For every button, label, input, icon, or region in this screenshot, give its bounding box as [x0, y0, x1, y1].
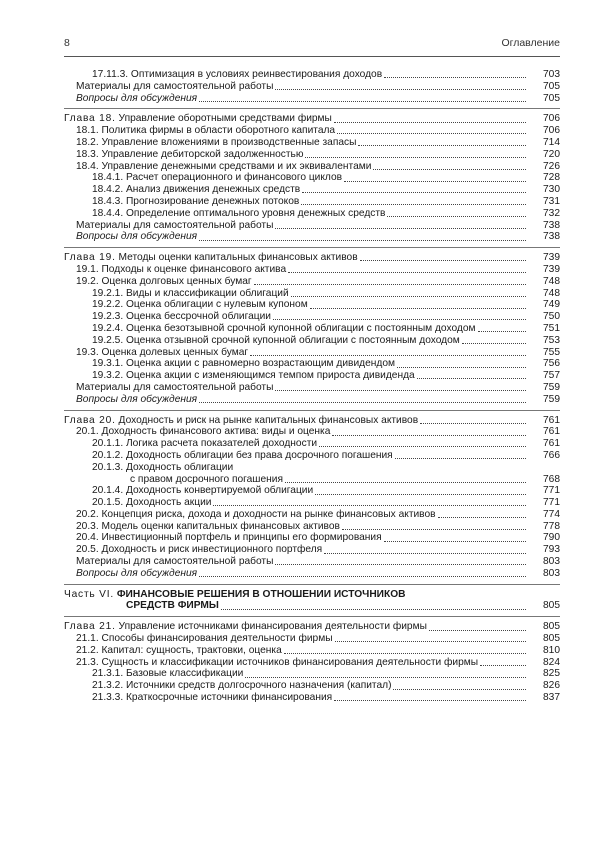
toc-entry-text: 20.1.1. Логика расчета показателей доходности: [92, 438, 318, 450]
toc-page-number: 757: [543, 370, 560, 382]
dot-leader: [324, 553, 526, 554]
toc-chapter-entry[interactable]: [64, 252, 560, 264]
header-divider: [64, 56, 560, 57]
dot-leader: [358, 145, 526, 146]
toc-entry-title: [130, 474, 285, 486]
toc-entry-text: ФИНАНСОВЫЕ РЕШЕНИЯ В ОТНОШЕНИИ ИСТОЧНИКОВ: [114, 588, 406, 600]
toc-entry[interactable]: [64, 692, 560, 704]
toc-page-number: 768: [543, 473, 560, 485]
toc-entry-title: [92, 69, 384, 81]
toc-page-number: 759: [543, 393, 560, 405]
toc-entry-text: Вопросы для обсуждения: [76, 231, 198, 243]
toc-entry-text: СРЕДСТВ ФИРМЫ: [126, 600, 219, 612]
dot-leader: [199, 240, 526, 241]
toc-entry-text: Вопросы для обсуждения: [76, 92, 198, 104]
toc-page-number: 726: [543, 160, 560, 172]
toc-entry[interactable]: [64, 462, 560, 474]
toc-page-number: 720: [543, 148, 560, 160]
toc-entry-title: [76, 220, 275, 232]
toc-entry[interactable]: [64, 125, 560, 137]
toc-entry[interactable]: [64, 426, 560, 438]
toc-entry[interactable]: [64, 382, 560, 394]
toc-page-number: 774: [543, 508, 560, 520]
toc-entry-label: Глава 20.: [64, 414, 116, 426]
dot-leader: [397, 367, 526, 368]
section-divider: [64, 410, 560, 411]
dot-leader: [315, 494, 526, 495]
toc-entry[interactable]: [64, 161, 560, 173]
toc-entry-title: [76, 509, 438, 521]
dot-leader: [334, 122, 526, 123]
toc-entry-title: [92, 668, 245, 680]
toc-page-number: 731: [543, 195, 560, 207]
toc-entry-title: [92, 208, 387, 220]
toc-page-number: 825: [543, 668, 560, 680]
section-divider: [64, 616, 560, 617]
toc-entry-text: 18.3. Управление дебиторской задолженностью: [76, 148, 304, 160]
toc-entry[interactable]: [64, 335, 560, 347]
toc-entry-title: [92, 311, 273, 323]
toc-entry-text: с правом досрочного погашения: [130, 473, 283, 485]
toc-entry[interactable]: [64, 556, 560, 568]
toc-entry-text: Методы оценки капитальных финансовых активов: [115, 252, 358, 264]
dot-leader: [254, 284, 526, 285]
toc-entry-text: Доходность и риск на рынке капитальных финансовых активов: [115, 414, 419, 426]
toc-entry-title: [92, 370, 417, 382]
toc-page-number: 738: [543, 219, 560, 231]
dot-leader: [342, 529, 526, 530]
toc-entry-text: 21.3. Сущность и классификации источников финансирования деятельности фирмы: [76, 656, 479, 668]
dot-leader: [384, 541, 526, 542]
toc-entry-text: Вопросы для обсуждения: [76, 393, 198, 405]
dot-leader: [417, 378, 526, 379]
toc-entry-text: 19.3. Оценка долевых ценных бумаг: [76, 346, 249, 358]
dot-leader: [480, 665, 526, 666]
page-number: 8: [64, 37, 70, 49]
dot-leader: [213, 505, 526, 506]
toc-entry-title: [92, 184, 302, 196]
dot-leader: [288, 272, 526, 273]
toc-entry[interactable]: [64, 231, 560, 243]
dot-leader: [275, 228, 526, 229]
dot-leader: [387, 216, 526, 217]
toc-page-number: 755: [543, 346, 560, 358]
toc-entry-text: Материалы для самостоятельной работы: [76, 381, 274, 393]
dot-leader: [284, 653, 526, 654]
toc-page-number: 732: [543, 207, 560, 219]
toc-entry-title: [64, 621, 429, 633]
dot-leader: [429, 630, 526, 631]
toc-entry-title: [92, 450, 395, 462]
dot-leader: [319, 446, 526, 447]
dot-leader: [245, 677, 526, 678]
toc-page-number: 837: [543, 692, 560, 704]
toc-entry-title: [76, 149, 305, 161]
toc-entry-text: 20.1.5. Доходность акции: [92, 497, 212, 509]
toc-page-number: 771: [543, 497, 560, 509]
toc-page-number: 730: [543, 184, 560, 196]
dot-leader: [275, 390, 526, 391]
toc-entry-text: 20.4. Инвестиционный портфель и принципы его формирования: [76, 532, 382, 544]
toc-entry-title: [92, 335, 462, 347]
dot-leader: [360, 260, 526, 261]
toc-entry-text: 19.2.2. Оценка облигации с нулевым купоном: [92, 299, 308, 311]
toc-entry[interactable]: [64, 657, 560, 669]
toc-chapter-entry[interactable]: [64, 113, 560, 125]
toc-page-number: 738: [543, 231, 560, 243]
dot-leader: [291, 296, 526, 297]
toc-entry-title: [76, 521, 342, 533]
toc-page-number: 706: [543, 125, 560, 137]
toc-entry[interactable]: [64, 544, 560, 556]
toc-page-number: 753: [543, 334, 560, 346]
toc-entry-title: [76, 556, 275, 568]
toc-page-number: 803: [543, 556, 560, 568]
toc-entry-title: [92, 358, 397, 370]
toc-entry-text: 18.2. Управление вложениями в производственные запасы: [76, 136, 357, 148]
toc-page-number: 805: [543, 621, 560, 633]
toc-entry-text: 18.1. Политика фирмы в области оборотного капитала: [76, 125, 336, 137]
dot-leader: [478, 331, 526, 332]
dot-leader: [285, 482, 526, 483]
toc-entry[interactable]: [64, 220, 560, 232]
toc-entry-text: 19.2.5. Оценка отзывной срочной купонной облигации с постоянным доходом: [92, 334, 460, 346]
toc-entry[interactable]: [64, 137, 560, 149]
toc-entry[interactable]: [64, 69, 560, 81]
dot-leader: [332, 435, 526, 436]
toc-entry-text: Материалы для самостоятельной работы: [76, 80, 274, 92]
toc-entry-title: [92, 172, 344, 184]
toc-entry[interactable]: [64, 208, 560, 220]
toc-entry[interactable]: [64, 521, 560, 533]
toc-page-number: 728: [543, 172, 560, 184]
toc-entry[interactable]: [64, 497, 560, 509]
toc-entry-text: 18.4. Управление денежными средствами и их эквивалентами: [76, 160, 372, 172]
toc-entry[interactable]: [64, 370, 560, 382]
toc-entry-title: [92, 462, 235, 474]
toc-entry-text: 19.1. Подходы к оценке финансового актива: [76, 263, 287, 275]
running-title: Оглавление: [501, 37, 560, 49]
toc-entry-title: [76, 264, 288, 276]
dot-leader: [305, 157, 526, 158]
toc-entry-title: [92, 323, 478, 335]
toc-page-number: 751: [543, 322, 560, 334]
toc-entry-label: Глава 18.: [64, 113, 116, 125]
dot-leader: [199, 101, 526, 102]
table-of-contents: [64, 69, 560, 704]
toc-entry[interactable]: [64, 680, 560, 692]
toc-entry-text: 21.3.3. Краткосрочные источники финансирования: [92, 692, 333, 704]
dot-leader: [301, 204, 526, 205]
toc-entry-title: [92, 299, 310, 311]
toc-entry-title: [76, 645, 284, 657]
toc-entry-title: [76, 382, 275, 394]
toc-page-number: 761: [543, 426, 560, 438]
toc-entry-text: Вопросы для обсуждения: [76, 567, 198, 579]
toc-entry-text: 18.4.1. Расчет операционного и финансового циклов: [92, 172, 343, 184]
toc-entry-title: [92, 692, 334, 704]
dot-leader: [310, 308, 526, 309]
toc-entry-title: [64, 589, 408, 601]
toc-entry-title: [76, 81, 275, 93]
toc-entry-text: 19.3.2. Оценка акции с изменяющимся темпом прироста дивиденда: [92, 370, 415, 382]
toc-entry[interactable]: [64, 633, 560, 645]
toc-page-number: 759: [543, 381, 560, 393]
dot-leader: [384, 77, 526, 78]
toc-entry-label: Глава 21.: [64, 621, 116, 633]
toc-entry[interactable]: [64, 149, 560, 161]
toc-entry[interactable]: [64, 323, 560, 335]
section-divider: [64, 247, 560, 248]
toc-page-number: 761: [543, 438, 560, 450]
toc-page-number: 805: [543, 633, 560, 645]
toc-entry-text: 19.3.1. Оценка акции с равномерно возрастающим дивидендом: [92, 358, 395, 370]
toc-page-number: 771: [543, 485, 560, 497]
toc-entry-title: [64, 113, 334, 125]
toc-entry-text: 20.5. Доходность и риск инвестиционного портфеля: [76, 544, 323, 556]
toc-entry-text: 20.3. Модель оценки капитальных финансовых активов: [76, 520, 340, 532]
toc-entry-text: 20.1.2. Доходность облигации без права досрочного погашения: [92, 449, 393, 461]
toc-entry[interactable]: [64, 81, 560, 93]
toc-entry-title: [92, 288, 291, 300]
dot-leader: [275, 89, 526, 90]
toc-entry-text: 20.2. Концепция риска, дохода и доходности на рынке финансовых активов: [76, 508, 436, 520]
toc-entry-title: [76, 657, 480, 669]
toc-chapter-entry[interactable]: [64, 621, 560, 633]
toc-page-number: 739: [543, 252, 560, 264]
toc-page-number: 748: [543, 275, 560, 287]
toc-page-number: 756: [543, 358, 560, 370]
toc-entry-title: [76, 532, 384, 544]
toc-entry-text: 21.2. Капитал: сущность, трактовки, оценка: [76, 644, 282, 656]
toc-entry[interactable]: [64, 485, 560, 497]
toc-entry-title: [76, 161, 373, 173]
toc-entry-text: 18.4.2. Анализ движения денежных средств: [92, 184, 301, 196]
toc-entry-text: 19.2.3. Оценка бессрочной облигации: [92, 311, 271, 323]
toc-entry[interactable]: [64, 172, 560, 184]
toc-entry-text: 21.3.1. Базовые классификации: [92, 668, 244, 680]
dot-leader: [335, 641, 526, 642]
toc-part-entry[interactable]: [64, 589, 560, 601]
toc-entry[interactable]: [64, 394, 560, 406]
toc-entry[interactable]: [64, 358, 560, 370]
toc-entry-title: [76, 426, 332, 438]
toc-page-number: 803: [543, 567, 560, 579]
toc-entry[interactable]: [64, 450, 560, 462]
toc-page-number: 810: [543, 644, 560, 656]
toc-entry[interactable]: [64, 600, 560, 612]
toc-entry-label: Глава 19.: [64, 252, 116, 264]
toc-entry[interactable]: [64, 474, 560, 486]
toc-entry-title: [76, 544, 324, 556]
dot-leader: [275, 564, 526, 565]
dot-leader: [199, 576, 526, 577]
toc-entry-title: [126, 600, 221, 612]
toc-entry-text: Материалы для самостоятельной работы: [76, 556, 274, 568]
toc-chapter-entry[interactable]: [64, 415, 560, 427]
dot-leader: [393, 689, 526, 690]
dot-leader: [373, 169, 526, 170]
toc-entry[interactable]: [64, 347, 560, 359]
toc-page-number: 706: [543, 113, 560, 125]
toc-page-number: 705: [543, 80, 560, 92]
dot-leader: [334, 700, 526, 701]
toc-entry-title: [92, 485, 315, 497]
toc-entry-text: Материалы для самостоятельной работы: [76, 219, 274, 231]
toc-entry-title: [76, 93, 199, 105]
toc-page-number: 766: [543, 449, 560, 461]
toc-entry-text: 21.1. Способы финансирования деятельности фирмы: [76, 633, 333, 645]
toc-entry-text: 20.1. Доходность финансового актива: виды и оценка: [76, 426, 331, 438]
toc-entry-text: 18.4.3. Прогнозирование денежных потоков: [92, 195, 300, 207]
dot-leader: [337, 133, 526, 134]
toc-entry-title: [64, 415, 420, 427]
toc-entry-text: 18.4.4. Определение оптимального уровня денежных средств: [92, 207, 386, 219]
toc-entry[interactable]: [64, 196, 560, 208]
toc-page-number: 748: [543, 287, 560, 299]
toc-page-number: 793: [543, 544, 560, 556]
toc-entry[interactable]: [64, 311, 560, 323]
toc-page-number: 739: [543, 263, 560, 275]
toc-entry-text: 19.2.1. Виды и классификации облигаций: [92, 287, 289, 299]
toc-entry-title: [92, 680, 393, 692]
dot-leader: [438, 517, 526, 518]
toc-entry-text: 20.1.3. Доходность облигации: [92, 461, 234, 473]
toc-page-number: 750: [543, 311, 560, 323]
toc-entry-title: [76, 125, 337, 137]
toc-entry[interactable]: [64, 299, 560, 311]
toc-page-number: 761: [543, 414, 560, 426]
toc-entry-title: [76, 568, 199, 580]
toc-entry[interactable]: [64, 532, 560, 544]
toc-entry-text: 20.1.4. Доходность конвертируемой облигации: [92, 485, 314, 497]
toc-entry[interactable]: [64, 568, 560, 580]
dot-leader: [395, 458, 526, 459]
toc-page-number: 826: [543, 680, 560, 692]
toc-entry[interactable]: [64, 184, 560, 196]
toc-entry-title: [76, 394, 199, 406]
dot-leader: [199, 402, 526, 403]
dot-leader: [420, 423, 526, 424]
toc-entry-text: Управление оборотными средствами фирмы: [115, 113, 332, 125]
toc-entry[interactable]: [64, 93, 560, 105]
toc-entry-title: [92, 196, 301, 208]
dot-leader: [462, 343, 526, 344]
toc-entry[interactable]: [64, 645, 560, 657]
toc-entry-text: 19.2. Оценка долговых ценных бумаг: [76, 275, 252, 287]
toc-entry-title: [76, 347, 250, 359]
toc-entry-text: Управление источниками финансирования деятельности фирмы: [115, 621, 427, 633]
toc-page-number: 749: [543, 299, 560, 311]
toc-page-number: 705: [543, 92, 560, 104]
toc-page-number: 778: [543, 520, 560, 532]
toc-entry[interactable]: [64, 668, 560, 680]
toc-entry-title: [92, 497, 213, 509]
toc-entry-text: 21.3.2. Источники средств долгосрочного назначения (капитал): [92, 680, 392, 692]
toc-page-number: 714: [543, 136, 560, 148]
toc-entry-title: [76, 633, 335, 645]
section-divider: [64, 108, 560, 109]
toc-entry[interactable]: [64, 438, 560, 450]
dot-leader: [250, 355, 526, 356]
section-divider: [64, 584, 560, 585]
dot-leader: [221, 609, 526, 610]
toc-entry-title: [76, 137, 358, 149]
toc-entry-text: 19.2.4. Оценка безотзывной срочной купонной облигации с постоянным доходом: [92, 322, 476, 334]
toc-entry-text: 17.11.3. Оптимизация в условиях реинвестирования доходов: [92, 69, 383, 80]
dot-leader: [273, 319, 526, 320]
toc-page-number: 703: [543, 69, 560, 80]
toc-entry-title: [92, 438, 319, 450]
dot-leader: [302, 192, 526, 193]
toc-entry[interactable]: [64, 264, 560, 276]
toc-entry[interactable]: [64, 288, 560, 300]
toc-entry-title: [76, 231, 199, 243]
toc-entry-label: Часть VI.: [64, 588, 115, 600]
dot-leader: [344, 181, 526, 182]
toc-entry-title: [76, 276, 254, 288]
toc-page-number: 805: [543, 600, 560, 612]
toc-entry-title: [64, 252, 360, 264]
toc-entry[interactable]: [64, 276, 560, 288]
toc-page-number: 824: [543, 656, 560, 668]
page-header: [64, 37, 560, 53]
toc-page-number: 790: [543, 532, 560, 544]
toc-entry[interactable]: [64, 509, 560, 521]
